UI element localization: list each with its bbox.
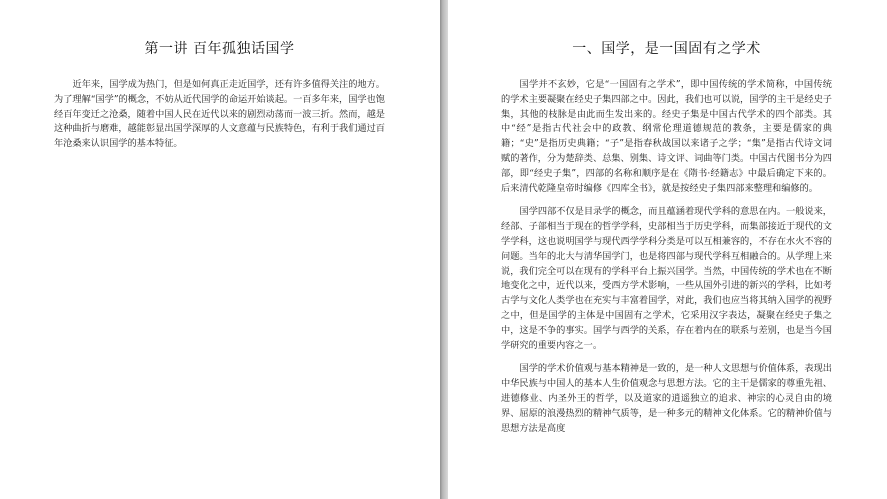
paragraph: 国学并不玄妙，它是“一国固有之学术”，即中国传统的学术简称，中国传统的学术主要凝聚在经史子集四部之中。因此，我们也可以说，国学的主干是经史子集，其他的枝脉是由此而生发出来的。经史子集是中国古代学术的四个部类。其中“经”是指古代社会中的政教、纲常伦理道德规范的教条，主要是儒家的典籍；“史”是指历史典籍；“子”是指春秋战国以来诸子之学；“集”是指古代诗文词赋的著作，分为楚辞类、总集、别集、诗文评、词曲等门类。中国古代图书分为四部，即“经史子集”，四部的名称和顺序是在《隋书·经籍志》中最后确定下来的。后来清代乾隆皇帝时编修《四库全书》，就是按经史子集四部来整理和编修的。 bbox=[501, 79, 832, 194]
paragraph: 近年来，国学成为热门，但是如何真正走近国学，还有许多值得关注的地方。为了理解“国学”的概念，不妨从近代国学的命运开始谈起。一百多年来，国学也饱经百年变迁之沧桑，随着中国人民在近代以来的剧烈动荡而一波三折。然而，越是这种曲折与磨难，越能彰显出国学深厚的人文意蕴与民族特色，有利于我们通过百年沧桑来认识国学的基本特征。 bbox=[54, 79, 385, 150]
paragraph: 国学四部不仅是目录学的概念，而且蕴涵着现代学科的意思在内。一般说来，经部、子部相当于现在的哲学学科，史部相当于历史学科，而集部接近于现代的文学学科，这也说明国学与现代西学学科分类是可以互相兼容的，不存在水火不容的问题。当年的北大与清华国学门，也是将四部与现代学科互相融合的。从学理上来说，我们完全可以在现有的学科平台上振兴国学。当然，中国传统的学术也在不断地变化之中，近代以来，受西方学术影响，一些从国外引进的新兴的学科，比如考古学与文化人类学也在充实与丰富着国学，对此，我们也应当将其纳入国学的视野之中，但是国学的主体是中国固有之学术，它采用汉字表达，凝聚在经史子集之中，这是不争的事实。国学与西学的关系，存在着内在的联系与差别，也是当今国学研究的重要内容之一。 bbox=[501, 206, 832, 351]
page-divider bbox=[440, 0, 448, 499]
section-title: 一、国学，是一国固有之学术 bbox=[572, 41, 761, 57]
right-page bbox=[448, 0, 887, 499]
chapter-title: 第一讲 百年孤独话国学 bbox=[144, 41, 295, 57]
left-page bbox=[0, 0, 440, 499]
paragraph: 国学的学术价值观与基本精神是一致的，是一种人文思想与价值体系，表现出中华民族与中国人的基本人生价值观念与思想方法。它的主干是儒家的尊重先祖、进德修业、内圣外王的哲学，以及道家的逍遥独立的追求、神宗的心灵自由的境界、屈原的浪漫热烈的精神气质等，是一种多元的精神文化体系。它的精神价值与思想方法是高度 bbox=[501, 363, 832, 434]
